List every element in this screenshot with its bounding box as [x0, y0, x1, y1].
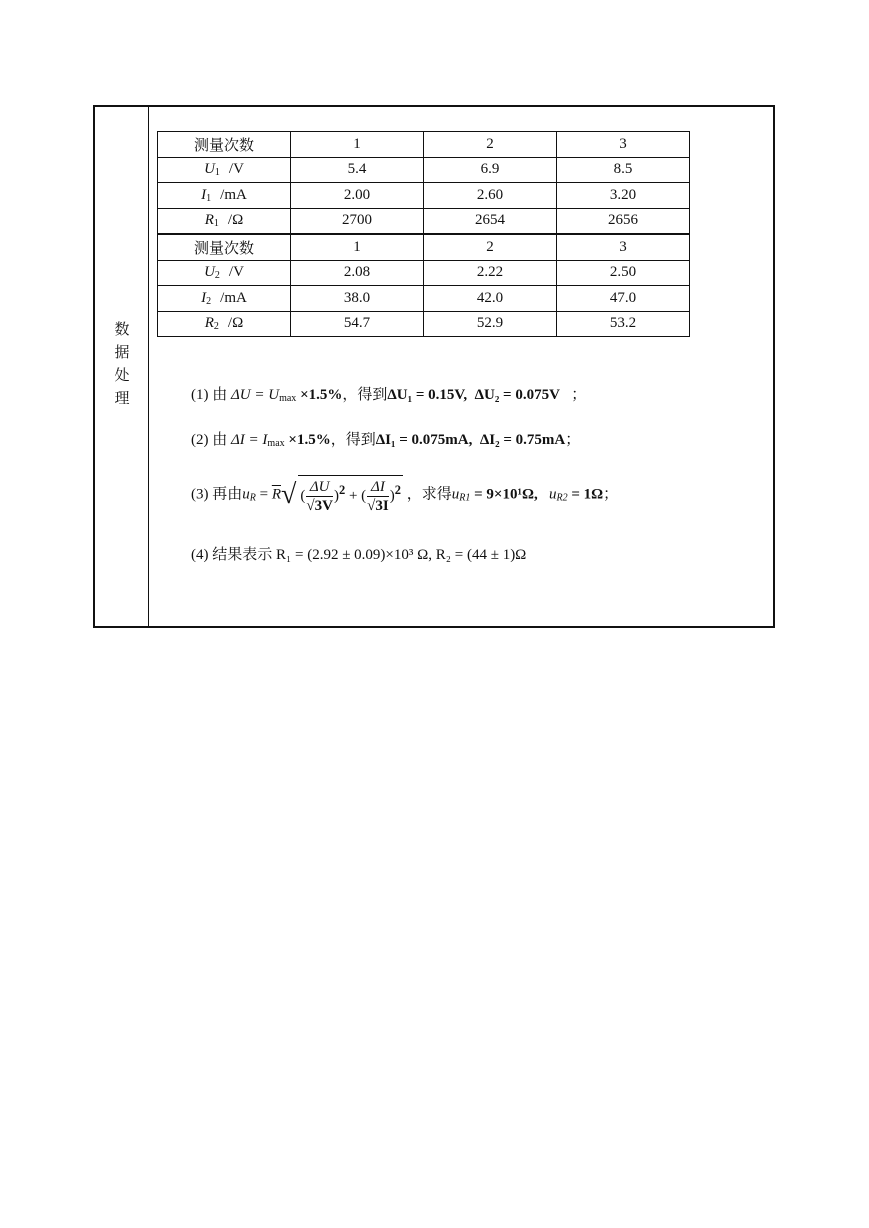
- formula-result-2: ΔU₂ = 0.075V: [474, 387, 560, 403]
- table-header-row: [158, 235, 690, 261]
- symbol: I: [201, 186, 207, 203]
- formula-step-2: [191, 428, 580, 449]
- formula-result-1: ΔI₁ = 0.075mA,: [375, 432, 473, 448]
- formula-sub: max: [279, 393, 297, 404]
- formula-eq: =: [255, 486, 272, 503]
- value-cell: 3.20: [557, 183, 690, 209]
- value-cell: 38.0: [291, 286, 424, 312]
- value-cell: 54.7: [291, 311, 424, 337]
- formula-step-4: [191, 543, 526, 564]
- unit: /Ω: [227, 212, 244, 229]
- symbol: U: [204, 161, 215, 178]
- value-cell: 2700: [291, 208, 424, 234]
- subscript: 2: [214, 270, 220, 282]
- subscript: 1: [206, 192, 212, 204]
- formula-end: ；: [603, 486, 619, 503]
- side-char: 据: [114, 345, 130, 361]
- row-label: [158, 260, 291, 286]
- header-cell: 测量次数: [158, 235, 291, 261]
- side-column: [95, 107, 149, 626]
- symbol: I: [201, 289, 207, 306]
- table-row: [158, 157, 690, 183]
- formula-prefix: (1) 由: [191, 387, 228, 403]
- symbol: R: [204, 212, 214, 229]
- table-row: [158, 286, 690, 312]
- side-char: 处: [114, 368, 130, 384]
- row-label: [158, 183, 291, 209]
- header-cell: 1: [291, 132, 424, 158]
- table-row: [158, 311, 690, 337]
- header-cell: 测量次数: [158, 132, 291, 158]
- value-cell: 52.9: [424, 311, 557, 337]
- formula-end: ；: [571, 387, 587, 403]
- subscript: 2: [206, 295, 212, 307]
- formula-prefix: (4) 结果表示: [191, 547, 273, 563]
- fraction-2: [367, 478, 389, 515]
- formula-result-1: ΔU₁ = 0.15V,: [387, 387, 468, 403]
- formula-rbar: $\overline{R}$: [271, 486, 281, 503]
- formula-sub: max: [267, 438, 285, 449]
- formula-step-1: [191, 383, 586, 404]
- subscript: 1: [214, 167, 220, 179]
- value-cell: 2.00: [291, 183, 424, 209]
- value-cell: 2.22: [424, 260, 557, 286]
- formula-result-2-sym: u: [548, 486, 557, 503]
- row-label: [158, 311, 291, 337]
- formula-mid: ，求得: [406, 486, 452, 503]
- formula-step-3: [191, 475, 618, 515]
- header-cell: 3: [557, 235, 690, 261]
- formula-mult: ×1.5%: [284, 432, 331, 448]
- formula-result-2-val: = 1Ω: [567, 486, 604, 503]
- row-label: [158, 286, 291, 312]
- measurement-table-2: [157, 234, 690, 337]
- row-label: [158, 157, 291, 183]
- formula-lhs: u: [242, 486, 250, 503]
- value-cell: 8.5: [557, 157, 690, 183]
- formula-lhs-sub: R: [249, 492, 256, 504]
- formula-eq: ΔI = I: [231, 432, 268, 448]
- fraction-num: ΔI: [367, 478, 389, 497]
- formula-result-1-sym: u: [451, 486, 460, 503]
- formula-result-1-sub: R1: [459, 492, 471, 504]
- value-cell: 47.0: [557, 286, 690, 312]
- measurement-table-1: [157, 131, 690, 234]
- value-cell: 2.50: [557, 260, 690, 286]
- formula-mult: ×1.5%: [296, 387, 343, 403]
- value-cell: 2656: [557, 208, 690, 234]
- unit: /Ω: [227, 315, 244, 332]
- unit: /mA: [220, 289, 247, 306]
- formula-result-1-val: = 9×10¹Ω,: [470, 486, 538, 503]
- fraction-den: √3I: [367, 498, 389, 514]
- formula-prefix: (3) 再由: [191, 486, 243, 503]
- formula-end: ；: [565, 432, 581, 448]
- formula-prefix: (2) 由: [191, 432, 228, 448]
- row-label: [158, 208, 291, 234]
- table-row: [158, 183, 690, 209]
- sqrt-body: ( $\frac{\Delta U}{√3V}$ )$^2$ + ( $\frac{\Delta I}{√3I}$ )$^2$: [298, 475, 403, 515]
- fraction-num: ΔU: [306, 478, 333, 497]
- data-processing-frame: [93, 105, 775, 628]
- formula-eq: ΔU = U: [231, 387, 280, 403]
- header-cell: 3: [557, 132, 690, 158]
- unit: /V: [228, 264, 244, 281]
- side-label: [95, 319, 149, 411]
- formula-mid: ，得到: [330, 432, 376, 448]
- symbol: U: [204, 264, 215, 281]
- value-cell: 6.9: [424, 157, 557, 183]
- side-char: 数: [114, 322, 130, 338]
- value-cell: 2.60: [424, 183, 557, 209]
- value-cell: 42.0: [424, 286, 557, 312]
- value-cell: 5.4: [291, 157, 424, 183]
- header-cell: 2: [424, 235, 557, 261]
- fraction-den: √3V: [306, 498, 333, 514]
- subscript: 2: [213, 321, 219, 333]
- sqrt-icon: √: [281, 479, 297, 510]
- subscript: 1: [213, 218, 219, 230]
- header-cell: 1: [291, 235, 424, 261]
- header-cell: 2: [424, 132, 557, 158]
- value-cell: 53.2: [557, 311, 690, 337]
- value-cell: 2654: [424, 208, 557, 234]
- table-header-row: [158, 132, 690, 158]
- side-char: 理: [114, 391, 130, 407]
- unit: /mA: [220, 186, 247, 203]
- symbol: R: [204, 315, 214, 332]
- unit: /V: [228, 161, 244, 178]
- formula-result-2: ΔI₂ = 0.75mA: [479, 432, 566, 448]
- formula-mid: ，得到: [342, 387, 388, 403]
- fraction-1: [306, 478, 333, 515]
- table-row: [158, 260, 690, 286]
- table-row: [158, 208, 690, 234]
- formula-result: R₁ = (2.92 ± 0.09)×10³ Ω, R₂ = (44 ± 1)Ω: [276, 547, 527, 563]
- value-cell: 2.08: [291, 260, 424, 286]
- formula-result-2-sub: R2: [556, 492, 568, 504]
